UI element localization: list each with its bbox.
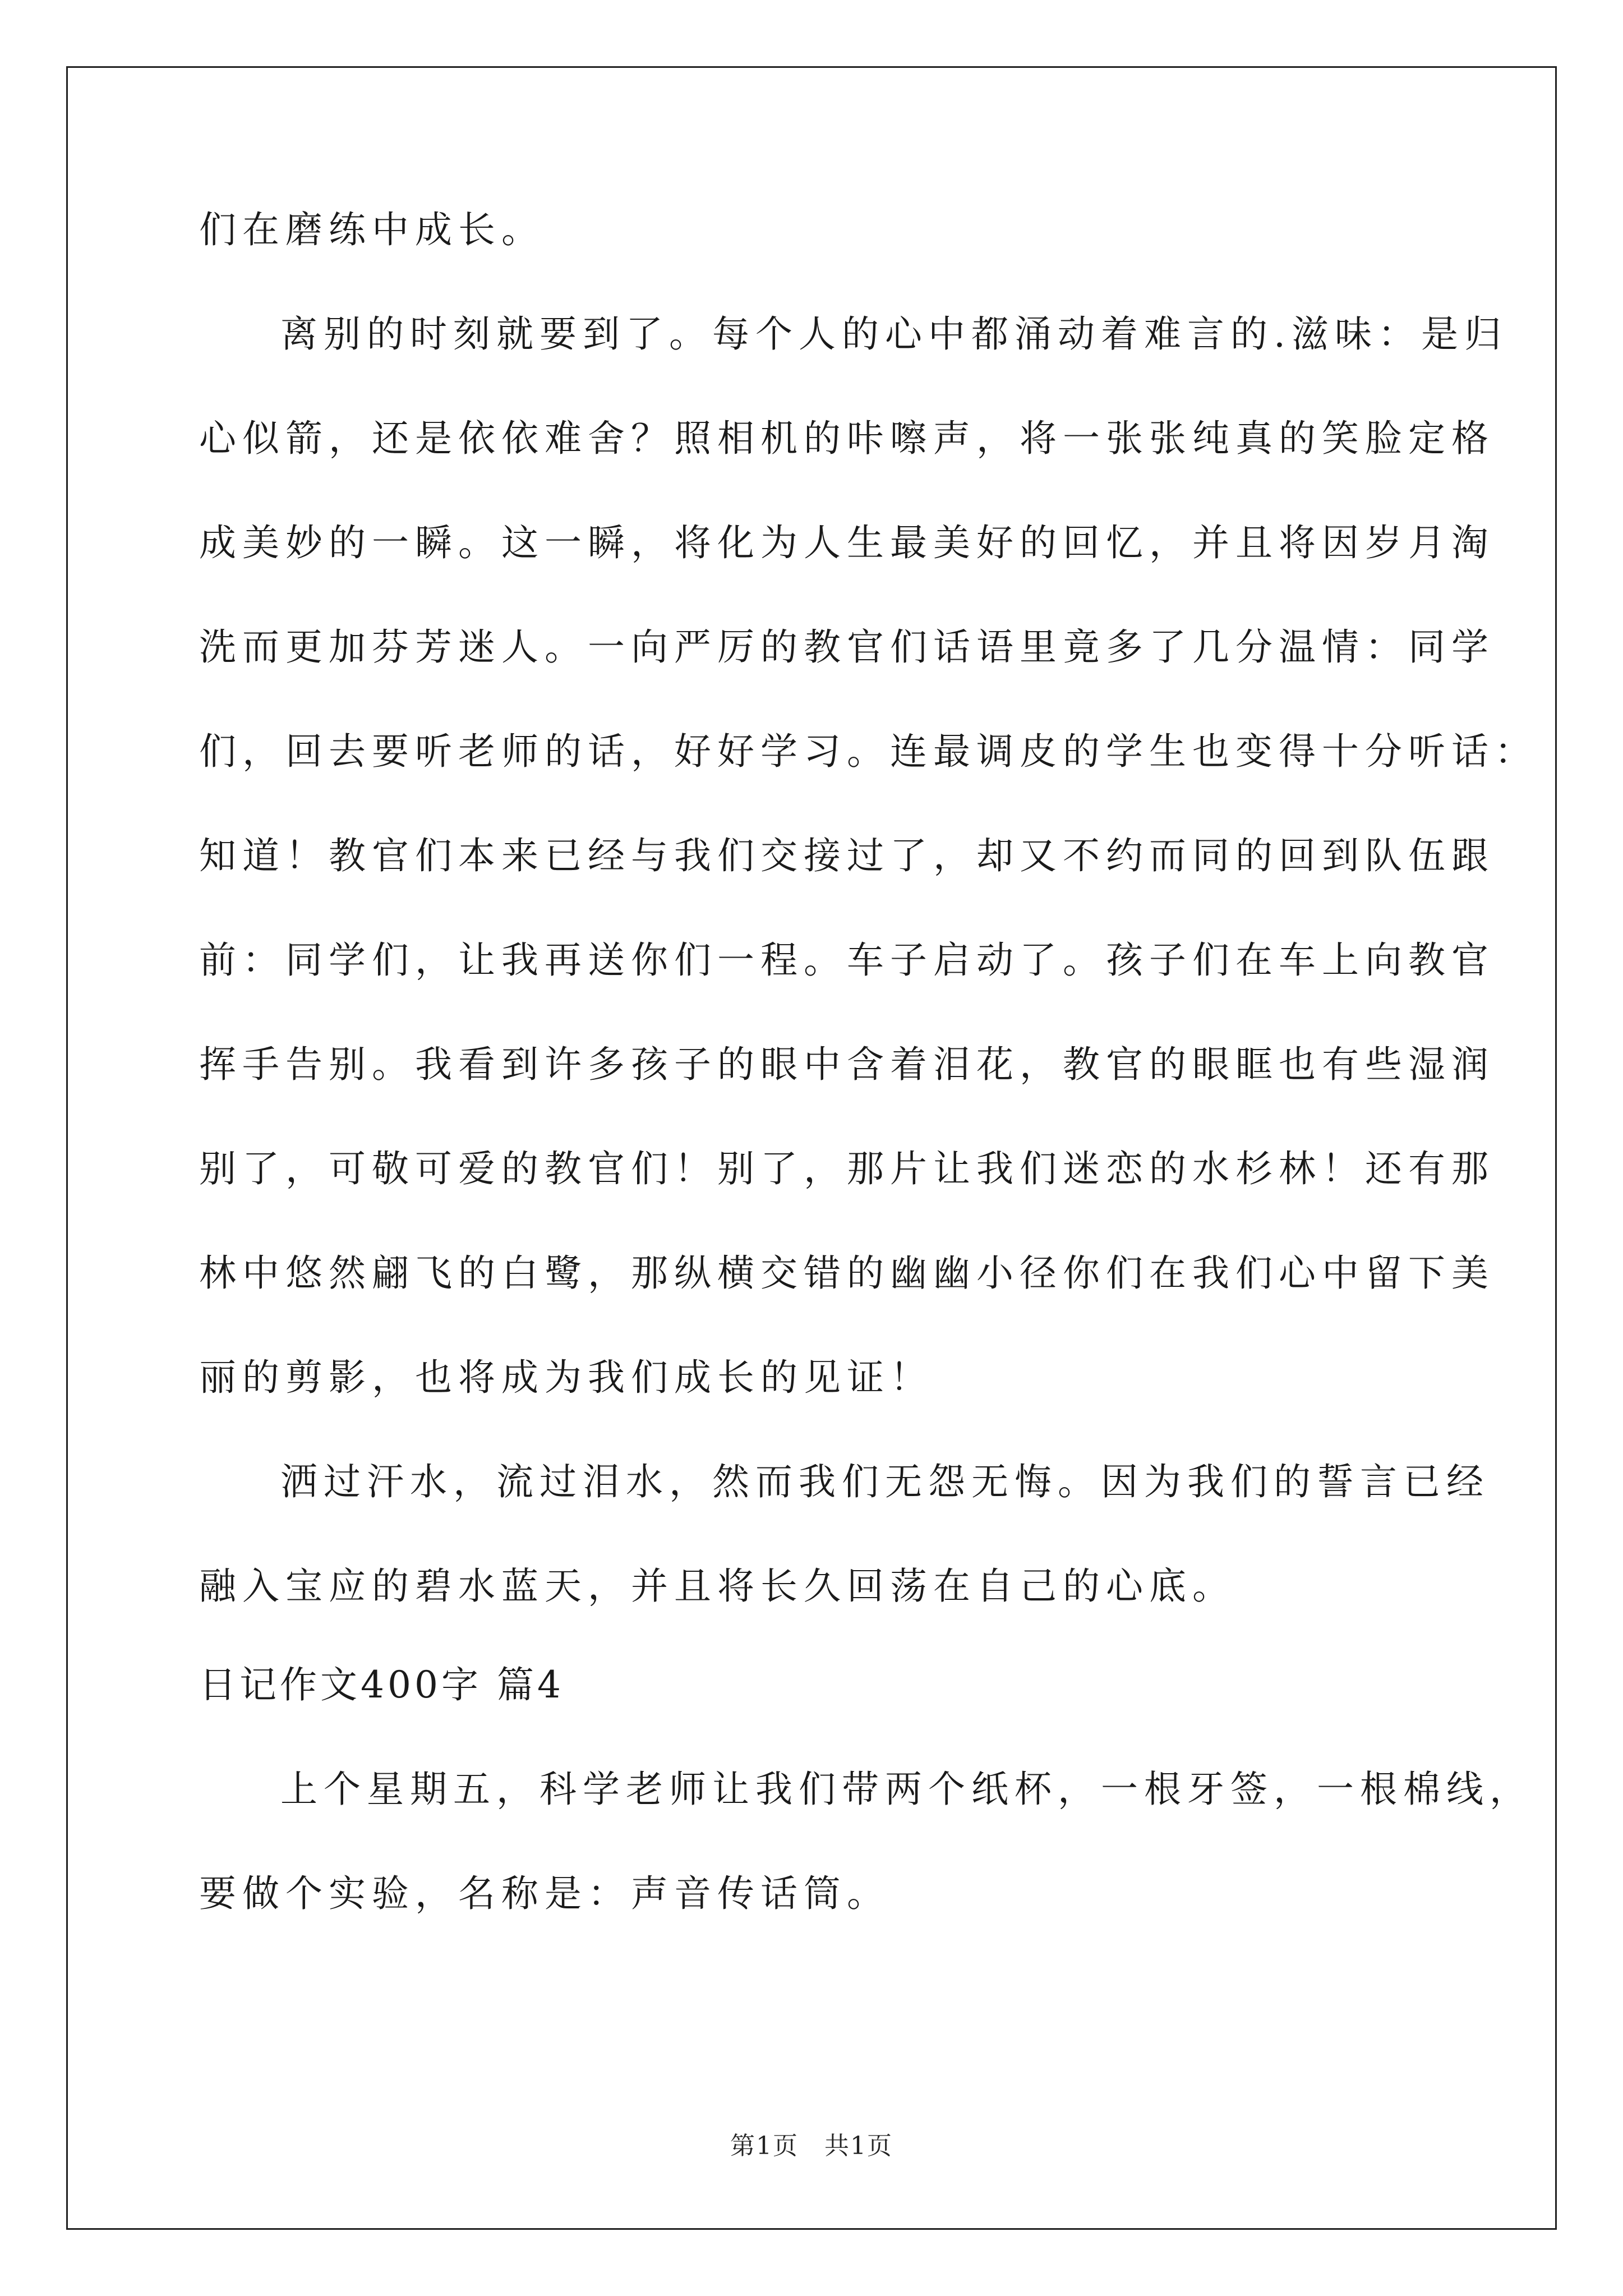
text-line: 心似箭，还是依依难舍？照相机的咔嚓声，将一张张纯真的笑脸定格 — [199, 417, 1495, 460]
text-line: 别了，可敬可爱的教官们！别了，那片让我们迷恋的水杉林！还有那 — [199, 1147, 1495, 1190]
text-line: 林中悠然翩飞的白鹭，那纵横交错的幽幽小径你们在我们心中留下美 — [199, 1251, 1495, 1295]
text-line: 丽的剪影，也将成为我们成长的见证！ — [199, 1356, 933, 1399]
section-heading: 日记作文400字 篇4 — [199, 1663, 564, 1706]
text-line: 知道！教官们本来已经与我们交接过了，却又不约而同的回到队伍跟 — [199, 834, 1495, 877]
text-line: 们在磨练中成长。 — [199, 208, 545, 251]
paragraph-first-line: 洒过汗水，流过泪水，然而我们无怨无悔。因为我们的誓言已经 — [280, 1460, 1490, 1503]
text-line: 洗而更加芬芳迷人。一向严厉的教官们话语里竟多了几分温情：同学 — [199, 625, 1495, 669]
text-line: 挥手告别。我看到许多孩子的眼中含着泪花，教官的眼眶也有些湿润 — [199, 1043, 1495, 1086]
paragraph-first-line: 离别的时刻就要到了。每个人的心中都涌动着难言的.滋味：是归 — [280, 312, 1507, 356]
text-line: 成美妙的一瞬。这一瞬，将化为人生最美好的回忆，并且将因岁月淘 — [199, 521, 1495, 564]
text-line: 要做个实验，名称是：声音传话筒。 — [199, 1872, 890, 1915]
text-line: 融入宝应的碧水蓝天，并且将长久回荡在自己的心底。 — [199, 1565, 1235, 1608]
paragraph-first-line: 上个星期五，科学老师让我们带两个纸杯，一根牙签，一根棉线， — [280, 1768, 1533, 1811]
text-line: 前：同学们，让我再送你们一程。车子启动了。孩子们在车上向教官 — [199, 938, 1495, 982]
text-line: 们，回去要听老师的话，好好学习。连最调皮的学生也变得十分听话： — [199, 730, 1538, 773]
page-footer: 第1页 共1页 — [730, 2132, 893, 2160]
